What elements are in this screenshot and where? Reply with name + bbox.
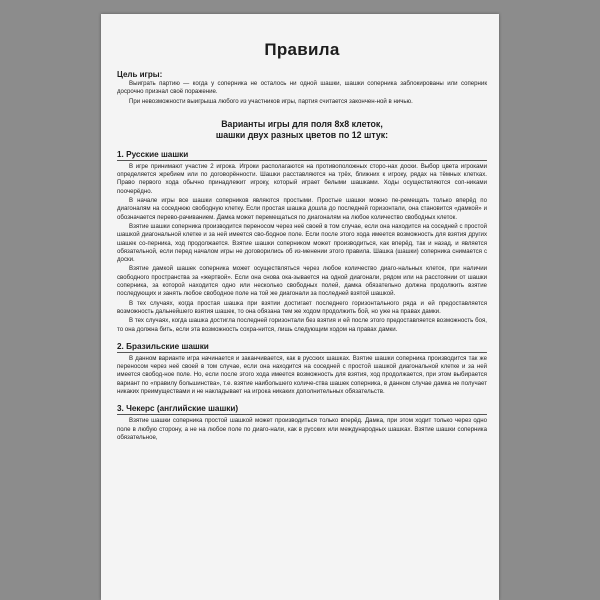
- section-heading-brazilian: [117, 342, 487, 353]
- section-heading-text: 3. Чекерс (английские шашки): [117, 404, 239, 414]
- section-heading-text: 2. Бразильские шашки: [117, 341, 209, 351]
- variants-subtitle: [117, 119, 487, 142]
- section-paragraph: В игре принимают участие 2 игрока. Игроки располагаются на противоположных сторо-нах доски. Выбор цвета игроками определяется жребием или по договорённости. Шашки расставляются на трёх, ближних к игроку, рядах на тёмных клетках. Право первого хода обычно принадлежит игроку, который играет белыми шашками. Ходы осуществляются соп-никами поочерёдно.: [117, 162, 487, 195]
- variants-subtitle-line: Варианты игры для поля 8х8 клеток,: [221, 118, 383, 129]
- section-heading-russian: [117, 150, 487, 161]
- section-heading-text: 1. Русские шашки: [117, 149, 189, 159]
- section-paragraph: В тех случаях, когда простая шашка при взятии достигает последнего горизонтального ряда и ей предоставляется возможность дальнейшего взятия шашек, то она обязана тем же ходом продолжить бой, но уже на правах дамки.: [117, 299, 487, 315]
- page-title: Правила: [264, 40, 340, 59]
- section-paragraph: Взятие шашки соперника производится переносом через неё своей в том случае, если она находится на соседней с простой шашкой диагональной клетке и за ней имеется сво-бодное поле. Если после этого хода имеется возможность для взятия других шашек со-перника, ход продолжается. Взятие шашки соперником может производиться, как вперёд, так и назад, и является обязательной, если перед началом игры не договорились об из-менении этого правила. Шашка (шашки) соперника снимается с доски.: [117, 222, 487, 264]
- variants-subtitle-line: шашки двух разных цветов по 12 штук:: [215, 130, 389, 141]
- goal-heading: Цель игры:: [117, 70, 163, 79]
- section-paragraph: Взятие шашки соперника простой шашкой может производиться только вперёд. Дамка, при этом ходит только через одно поле в любую сторону, а не на любое поле по диаго-нали, как в русских или международных шашках. Взятие шашки соперника обязательное,: [117, 417, 487, 441]
- section-paragraph: Взятие дамкой шашек соперника может осуществляться через любое количество диаго-нальных клеток, при наличии свободного пространства за «жертвой». Если она снова ока-зывается на одной диагонали, рядом или на расстоянии от шашки соперника, за которой находится одно или несколько свободных полей, дамка обязательно должна продолжить взятие последующих и занять любое свободное поле на той же диагонали за последней взятой шашкой.: [117, 265, 487, 298]
- rules-content: [117, 40, 487, 442]
- goal-paragraph: При невозможности выигрыша любого из участников игры, партия считается закончен-ной в ничью.: [129, 97, 413, 105]
- rules-sheet: [101, 14, 499, 600]
- section-paragraph: В данном варианте игра начинается и заканчивается, как в русских шашках. Взятие шашки соперника производится так же переносом через неё своей в том случае, если она находится на соседней с простой шашкой диагональной клетке и за ней имеется свобод-ное поле. Но, если после этого хода имеется возможность для взятия, ход продолжается, при этом выбирается вариант по «правилу большинства», т.е. взятие наибольшего количе-ства шашек соперника, в данном случае дамка не получает никаких преимуществами и не накладывает на игрока никаких дополнительных обязательств.: [117, 354, 487, 396]
- section-heading-checkers: [117, 404, 487, 415]
- goal-paragraph: Выиграть партию — когда у соперника не осталось ни одной шашки, шашки соперника заблокированы или соперник досрочно признал своё поражение.: [117, 80, 487, 96]
- section-paragraph: В начале игры все шашки соперников являются простыми. Простые шашки можно пе-ремещать только вперёд по диагоналям на соседнюю свободную клетку. Если простая шашка дошла до последней горизонтали, она становится «дамкой» и обозначается перево-рачиванием. Дамка может перемещаться по диагоналям на любое количество свободных клеток.: [117, 197, 487, 221]
- section-paragraph: В тех случаях, когда шашка достигла последней горизонтали без взятия и ей после этого предоставляется возможность боя, то она должна бить, если эта возможность сохра-нится, лишь следующим ходом на правах дамки.: [117, 317, 487, 333]
